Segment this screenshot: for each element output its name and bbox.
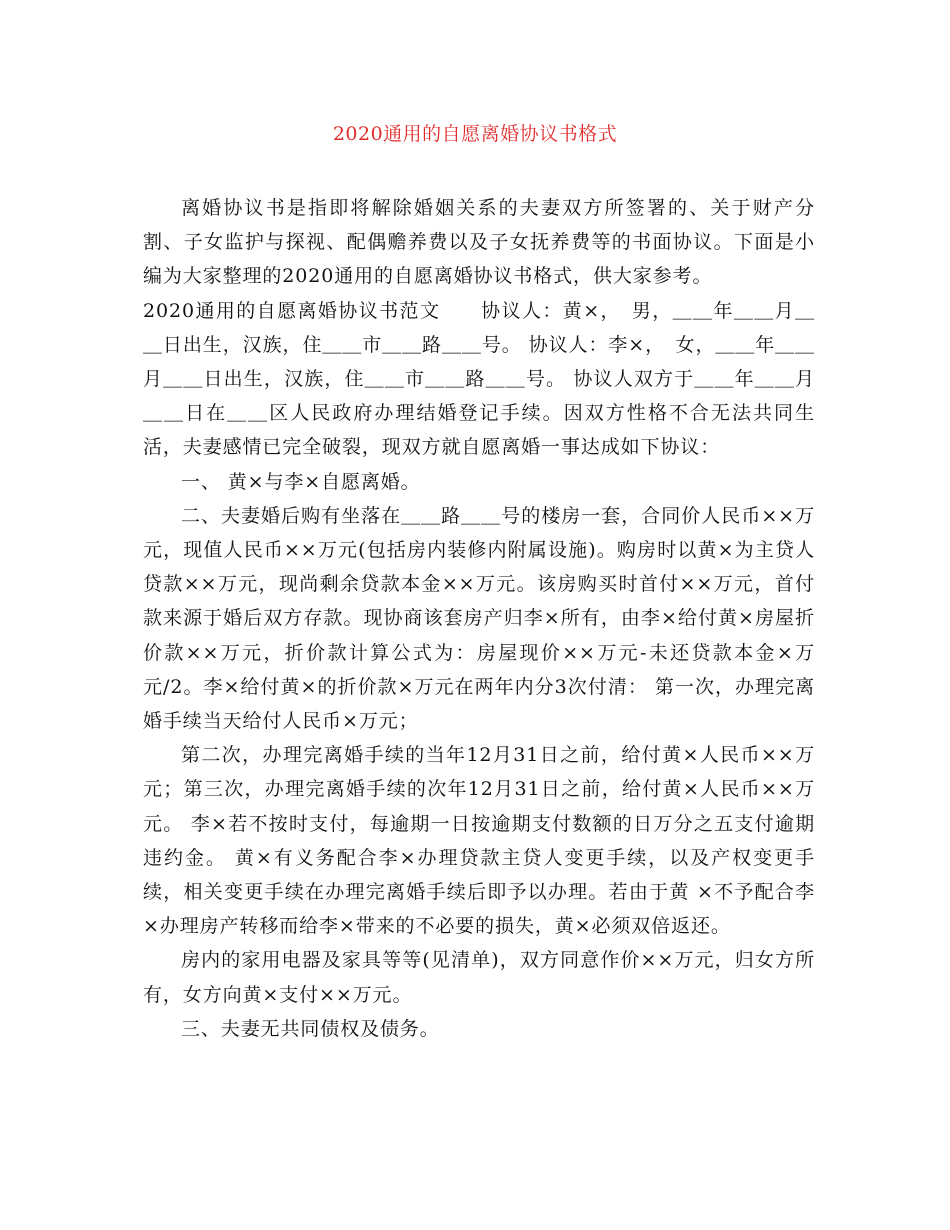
paragraph-clause-2: 二、夫妻婚后购有坐落在＿＿路＿＿号的楼房一套，合同价人民币××万元，现值人民币××万元(包括房内装修内附属设施)。购房时以黄×为主贷人贷款××万元，现尚剩余贷款本金××万元。该房购买时首付××万元，首付款来源于婚后双方存款。现协商该套房产归李×所有，由李×给付黄×房屋折价款××万元，折价款计算公式为：房屋现价××万元-未还贷款本金×万元/2。李×给付黄×的折价款×万元在两年内分3次付清： 第一次，办理完离婚手续当天给付人民币×万元；: [143, 504, 815, 733]
paragraph-parties: 2020通用的自愿离婚协议书范文 协议人：黄×， 男，＿＿年＿＿月＿＿日出生，汉族，住＿＿市＿＿路＿＿号。 协议人：李×， 女，＿＿年＿＿月＿＿日出生，汉族，住＿＿市＿＿路＿＿号。 协议人双方于＿＿年＿＿月＿＿日在＿＿区人民政府办理结婚登记手续。因双方性格不合无法共同生活，夫妻感情已完全破裂，现双方就自愿离婚一事达成如下协议：: [143, 299, 815, 459]
document-body: [143, 191, 815, 1046]
paragraph-payment-schedule: 第二次，办理完离婚手续的当年12月31日之前，给付黄×人民币××万元；第三次，办理完离婚手续的次年12月31日之前，给付黄×人民币××万元。 李×若不按时支付，每逾期一日按逾期支付数额的日万分之五支付逾期违约金。 黄×有义务配合李×办理贷款主贷人变更手续，以及产权变更手续，相关变更手续在办理完离婚手续后即予以办理。若由于黄 ×不予配合李×办理房产转移而给李×带来的不必要的损失，黄×必须双倍返还。: [143, 744, 815, 938]
paragraph-intro: 离婚协议书是指即将解除婚姻关系的夫妻双方所签署的、关于财产分割、子女监护与探视、配偶赡养费以及子女抚养费等的书面协议。下面是小编为大家整理的2020通用的自愿离婚协议书格式，供大家参考。: [143, 197, 815, 288]
paragraph-furniture: 房内的家用电器及家具等等(见清单)，双方同意作价××万元，归女方所有，女方向黄×支付××万元。: [143, 949, 815, 1006]
paragraph-clause-1: 一、 黄×与李×自愿离婚。: [181, 470, 421, 493]
paragraph-clause-3: 三、夫妻无共同债权及债务。: [181, 1017, 440, 1040]
document-title: 2020通用的自愿离婚协议书格式: [332, 123, 618, 145]
